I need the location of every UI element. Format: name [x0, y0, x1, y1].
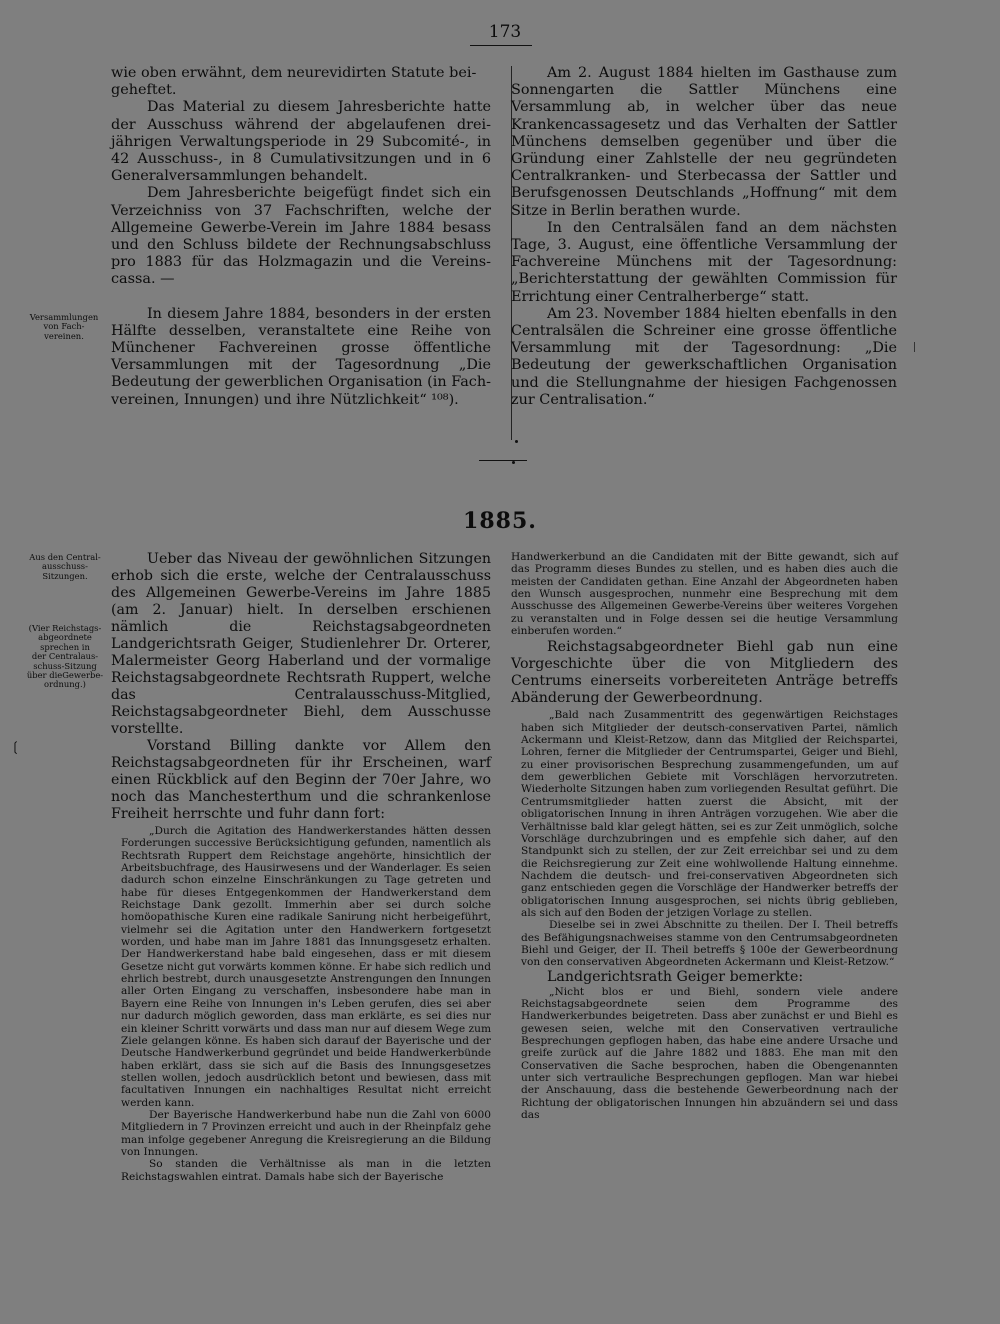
separator-dot	[515, 440, 518, 443]
margin-arrow-mark: ❲	[10, 740, 21, 755]
quote-paragraph: Handwerkerbund an die Candidaten mit der Bitte gewandt, sich auf das Programm dieses Bundes zu stellen, und es haben dies auch die meisten der Candidaten gethan. Eine Anzahl der Abgeordneten haben den Wunsch ausgesprochen, nunmehr eine Besprechung mit dem Ausschusse des Allgemeinen Gewerbe-Vereins über weiteres Vorgehen zu veranstalten und in Folge dessen sei die heutige Versammlung einberufen worden.“	[511, 551, 898, 638]
paragraph: Das Material zu diesem Jahresberichte hatte der Ausschuss während der abgelaufenen drei-jährigen Verwaltungsperiode in 29 Subcomité-, in 42 Ausschuss-, in 8 Cumulativsitzungen und in 6 Generalversammlungen behandelt.	[111, 99, 491, 185]
paragraph: Ueber das Niveau der gewöhnlichen Sitzungen erhob sich die erste, welche der Centralausschuss des Allgemeinen Gewerbe-Vereins im Jahre 1885 (am 2. Januar) hielt. In derselben erschienen nämlich die Reichstagsabgeordneten Landgerichtsrath Geiger, Studienlehrer Dr. Orterer, Malermeister Georg Haberland und der vormalige Reichstagsabgeordnete Rechtsrath Ruppert, welche das Centralausschuss-Mitglied, Reichstagsabgeordneter Biehl, dem Ausschusse vorstellte.	[111, 551, 491, 737]
header-rule	[470, 45, 532, 46]
page-number: 173	[488, 22, 522, 42]
paragraph: Dem Jahresberichte beigefügt findet sich ein Verzeichniss von 37 Fachschriften, welche der Allgemeine Gewerbe-Verein im Jahre 1884 besass und den Schluss bildete der Rechnungsabschluss pro 1883 für das Holzmagazin und die Vereins-cassa. —	[111, 185, 491, 288]
quote-paragraph: Der Bayerische Handwerkerbund habe nun die Zahl von 6000 Mitgliedern in 7 Provinzen erreicht und auch in der Rheinpfalz gehe man infolge gegebener Anregung die Kreisregierung an die Bildung von Innungen.	[121, 1108, 491, 1158]
margin-note-centralausschuss: Aus den Central- ausschuss- Sitzungen.	[29, 552, 101, 581]
margin-note-fachvereine: Versammlungen von Fach- vereinen.	[29, 312, 99, 341]
paragraph: In diesem Jahre 1884, besonders in der ersten Hälfte desselben, veranstaltete eine Reihe von Münchener Fachvereinen grosse öffentliche Versammlungen mit der Tagesordnung „Die Bedeutung der gewerblichen Organisation (in Fach-vereinen, Innungen) und ihre Nützlichkeit“ ¹⁰⁸).	[111, 305, 491, 408]
quote-paragraph: „Nicht blos er und Biehl, sondern viele andere Reichstagsabgeordnete seien dem Programme des Handwerkerbundes beigetreten. Dass aber zunächst er und Biehl es gewesen seien, welche mit den Conservativen vertrauliche Besprechungen gepflogen haben, das habe eine andere Ursache und greife zurück auf die Jahre 1882 und 1883. Ehe man mit den Conservativen die Sache besprochen, haben die Obengenannten unter sich vertrauliche Besprechungen gepflogen. Man war hiebei der Anschauung, dass die bestehende Gewerbeordnung nach der Richtung der obligatorischen Innungen hin abzuändern sei und dass das	[521, 985, 898, 1122]
quote-paragraph: „Durch die Agitation des Handwerkerstandes hätten dessen Forderungen successive Berücksichtigung gefunden, namentlich als Rechtsrath Ruppert dem Reichstage angehörte, hinsichtlich der Arbeitsbuchfrage, des Hausirwesens und der Wanderlager. Es seien dadurch schon einzelne Einschränkungen zu Tage getreten und habe für dieses Entgegenkommen der Handwerkerstand dem Reichstage Dank gezollt. Immerhin aber sei durch solche homöopathische Kuren eine radikale Sanirung nicht herbeigeführt, vielmehr sei die Agitation unter den Handwerkern fortgesetzt worden, und habe man im Jahre 1881 das Innungsgesetz erhalten. Der Handwerkerstand habe bald eingesehen, dass er mit diesem Gesetze nicht gut vorwärts kommen könne. Er habe sich redlich und ehrlich bestrebt, durch unausgesetzte Anstrengungen den Innungen aller Orten Eingang zu verschaffen, insbesondere habe man in Bayern eine Reihe von Innungen in's Leben gerufen, dies sei aber nur dadurch möglich geworden, dass man erklärte, es sei dies nur ein kleiner Schritt vorwärts und dass man nur auf diesem Wege zum Ziele gelangen könne. Es haben sich darauf der Bayerische und der Deutsche Handwerkerbund gegründet und beide Handwerkerbünde haben erklärt, dass sie sich auf die Basis des Innungsgesetzes stellen wollen, jedoch ausdrücklich betont und bewiesen, dass mit facultativen Innungen ein nachhaltiges Resultat nicht erreicht werden kann.	[121, 825, 491, 1109]
quote-paragraph: So standen die Verhältnisse als man in die letzten Reichstagswahlen eintrat. Damals habe sich der Bayerische	[121, 1158, 491, 1183]
separator-dot	[512, 461, 515, 464]
top-right-column	[511, 65, 897, 409]
paragraph: Am 2. August 1884 hielten im Gasthause zum Sonnengarten die Sattler Münchens eine Versammlung ab, in welcher über das neue Krankencassagesetz und das Verhalten der Sattler Münchens demselben gegenüber und über die Gründung einer Zahlstelle der neu gegründeten Centralkranken- und Sterbecassa der Sattler und Berufsgenossen Deutschlands „Hoffnung“ mit dem Sitze in Berlin berathen wurde.	[511, 65, 897, 219]
paragraph: Am 23. November 1884 hielten ebenfalls in den Centralsälen die Schreiner eine grosse öffentliche Versammlung mit der Tagesordnung: „Die Bedeutung der gewerkschaftlichen Organisation und die Stellungnahme der hiesigen Fachgenossen zur Centralisation.“	[511, 305, 897, 408]
paragraph: wie oben erwähnt, dem neurevidirten Statute bei- geheftet.	[111, 65, 477, 99]
paragraph: Landgerichtsrath Geiger bemerkte:	[547, 968, 804, 985]
section-rule	[479, 460, 527, 461]
bottom-left-column	[111, 551, 491, 1183]
year-heading: 1885.	[463, 508, 537, 534]
paragraph: Vorstand Billing dankte vor Allem den Reichstagsabgeordneten für ihr Erscheinen, warf einen Rückblick auf den Beginn der 70er Jahre, wo noch das Manchesterthum und die schrankenlose Freiheit herrschte und fuhr dann fort:	[111, 738, 491, 822]
bottom-right-column	[511, 551, 898, 1121]
paragraph: Reichstagsabgeordneter Biehl gab nun eine Vorgeschichte über die von Mitgliedern des Centrums einerseits vorbereiteten Anträge betreffs Abänderung der Gewerbeordnung.	[511, 639, 898, 707]
quote-paragraph: Dieselbe sei in zwei Abschnitte zu theilen. Der I. Theil betreffs des Befähigungsnachweises stamme von den Centrumsabgeordneten Biehl und Geiger, der II. Theil betreffs § 100e der Gewerbeordnung von den conservativen Abgeordneten Ackermann und Kleist-Retzow.“	[521, 919, 898, 969]
paragraph: In den Centralsälen fand an dem nächsten Tage, 3. August, eine öffentliche Versammlung der Fachvereine Münchens mit der Tagesordnung: „Berichterstattung der gewählten Commission für Errichtung einer Centralherberge“ statt.	[511, 219, 897, 305]
top-left-column	[111, 65, 491, 409]
margin-note-abgeordnete: (Vier Reichstags- abgeordnete sprechen in der Centralaus- schuss-Sitzung über dieGewerbe- ordnung.)	[26, 623, 104, 690]
margin-mark	[914, 342, 915, 352]
quote-paragraph: „Bald nach Zusammentritt des gegenwärtigen Reichstages haben sich Mitglieder der deutsch-conservativen Partei, nämlich Ackermann und Kleist-Retzow, dann das Mitglied der Reichspartei, Lohren, ferner die Mitglieder der Centrumspartei, Geiger und Biehl, zu einer provisorischen Besprechung zusammengefunden, um auf dem gewerblichen Gebiete mit Vorschlägen hervorzutreten. Wiederholte Sitzungen haben zum vorliegenden Resultat geführt. Die Centrumsmitglieder hatten zuerst die Absicht, mit der obligatorischen Innung in ihren Anträgen vorzugehen. Wie aber die Verhältnisse bald klar gelegt hätten, sei es zur Zeit unmöglich, solche Vorschläge durchzubringen und es empfehle sich daher, auf den Standpunkt sich zu stellen, der zur Zeit erreichbar sei und zu dem die Reichsregierung zur Zeit eine wohlwollende Haltung einnehme. Nachdem die deutsch- und frei-conservativen Abgeordneten sich ganz entschieden gegen die Vorschläge der Handwerker betreffs der obligatorischen Innung ausgesprochen, sei nichts übrig geblieben, als sich auf den Boden der jetzigen Vorlage zu stellen.	[521, 709, 898, 919]
